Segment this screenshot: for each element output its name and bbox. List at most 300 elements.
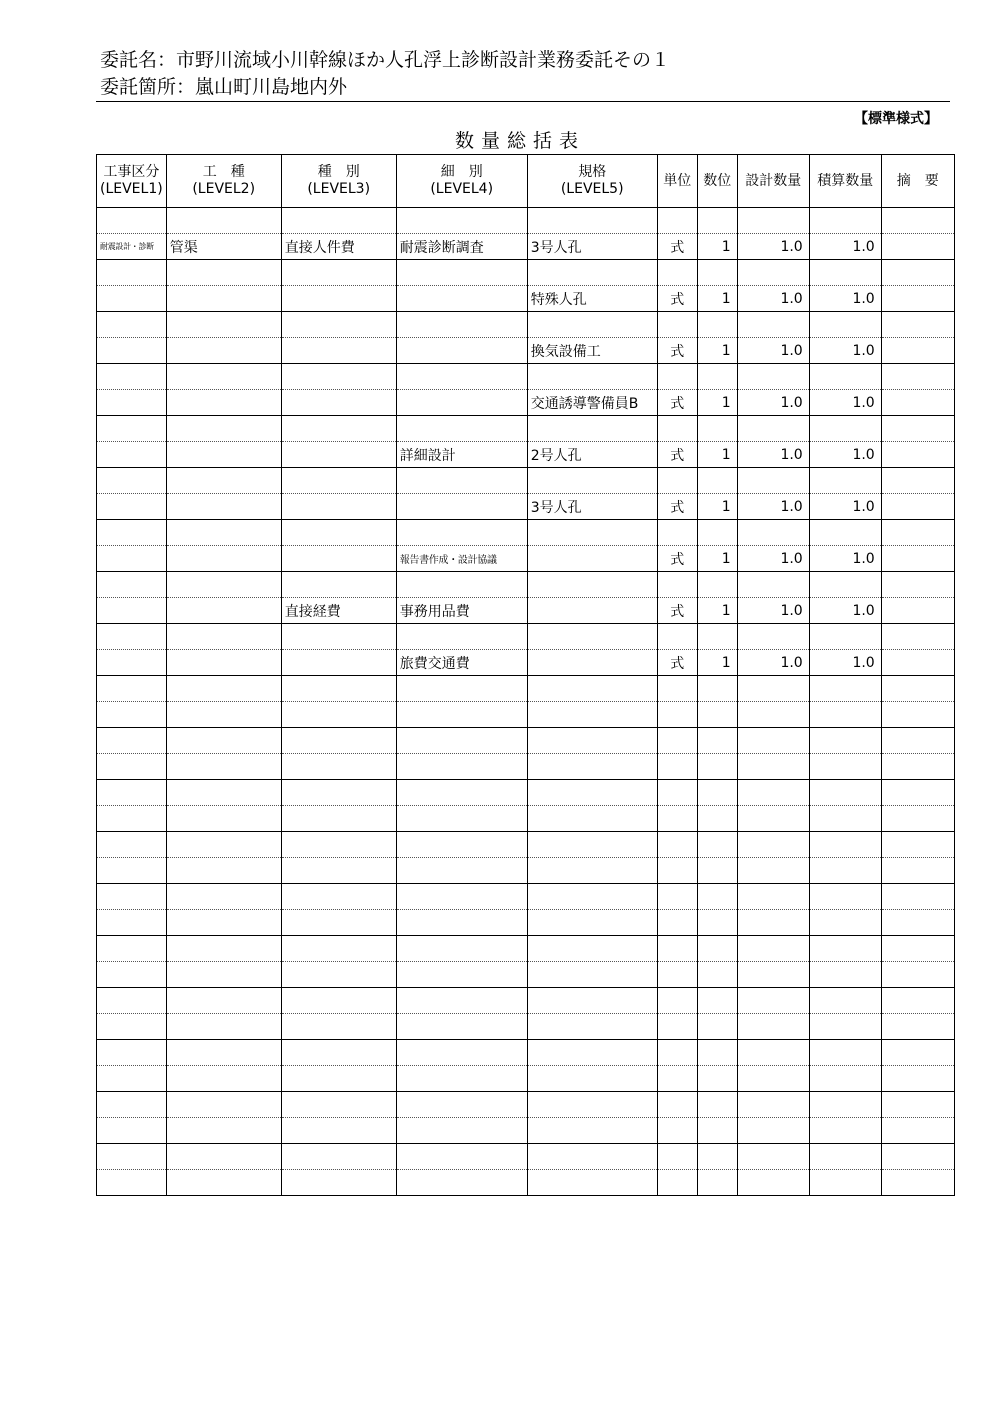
- cell-l5: [527, 208, 657, 234]
- cell-l2: [166, 728, 281, 754]
- contract-name: 委託名：市野川流域小川幹線ほか人孔浮上診断設計業務委託その１: [100, 49, 671, 71]
- col-header-level3: 種 別 (LEVEL3): [281, 155, 396, 208]
- table-row: [97, 858, 955, 884]
- cell-calc: [809, 936, 881, 962]
- cell-l3: [281, 832, 396, 858]
- cell-l4: [396, 286, 527, 312]
- cell-unit: [657, 1170, 697, 1196]
- cell-design: 1.0: [737, 598, 809, 624]
- table-row: [97, 754, 955, 780]
- cell-l4: [396, 260, 527, 286]
- cell-calc: [809, 884, 881, 910]
- cell-l1: [97, 1014, 167, 1040]
- cell-unit: 式: [657, 546, 697, 572]
- cell-design: 1.0: [737, 650, 809, 676]
- cell-note: [881, 286, 954, 312]
- cell-l5: [527, 1014, 657, 1040]
- cell-qty: [697, 806, 737, 832]
- cell-l1: [97, 754, 167, 780]
- cell-unit: [657, 1144, 697, 1170]
- cell-l4: [396, 624, 527, 650]
- cell-l4: [396, 936, 527, 962]
- table-row: [97, 416, 955, 442]
- table-row: [97, 936, 955, 962]
- cell-design: [737, 572, 809, 598]
- cell-qty: 1: [697, 390, 737, 416]
- cell-l3: [281, 1118, 396, 1144]
- cell-l2: [166, 598, 281, 624]
- cell-l5: [527, 624, 657, 650]
- cell-l4: 旅費交通費: [396, 650, 527, 676]
- table-header-row: [97, 155, 955, 208]
- cell-l1: [97, 208, 167, 234]
- cell-calc: [809, 1118, 881, 1144]
- cell-design: [737, 208, 809, 234]
- table-row: [97, 1118, 955, 1144]
- cell-l4: [396, 988, 527, 1014]
- cell-l4: [396, 1066, 527, 1092]
- cell-unit: [657, 910, 697, 936]
- cell-l4: [396, 676, 527, 702]
- table-row: [97, 572, 955, 598]
- cell-unit: 式: [657, 286, 697, 312]
- table-row: [97, 338, 955, 364]
- table-row: [97, 364, 955, 390]
- cell-calc: 1.0: [809, 546, 881, 572]
- col-header-design: 設計数量: [737, 155, 809, 208]
- cell-note: [881, 754, 954, 780]
- cell-unit: [657, 858, 697, 884]
- cell-l2: [166, 338, 281, 364]
- cell-note: [881, 676, 954, 702]
- table-row: [97, 624, 955, 650]
- cell-qty: [697, 520, 737, 546]
- cell-unit: 式: [657, 598, 697, 624]
- cell-l1: [97, 988, 167, 1014]
- cell-note: [881, 806, 954, 832]
- cell-l5: [527, 572, 657, 598]
- cell-l4: [396, 494, 527, 520]
- col-header-level4: 細 別 (LEVEL4): [396, 155, 527, 208]
- cell-design: [737, 416, 809, 442]
- cell-l1: [97, 832, 167, 858]
- cell-unit: [657, 806, 697, 832]
- cell-note: [881, 1144, 954, 1170]
- table-row: [97, 1040, 955, 1066]
- cell-l2: 管渠: [166, 234, 281, 260]
- table-row: [97, 702, 955, 728]
- cell-l1: [97, 338, 167, 364]
- cell-note: [881, 936, 954, 962]
- cell-unit: [657, 962, 697, 988]
- cell-l3: [281, 416, 396, 442]
- cell-unit: 式: [657, 338, 697, 364]
- cell-unit: [657, 1040, 697, 1066]
- cell-l2: [166, 208, 281, 234]
- cell-l1: [97, 858, 167, 884]
- cell-l3: [281, 1092, 396, 1118]
- cell-l3: [281, 364, 396, 390]
- table-row: [97, 728, 955, 754]
- cell-l1: [97, 728, 167, 754]
- cell-l2: [166, 858, 281, 884]
- cell-l1: [97, 780, 167, 806]
- cell-design: [737, 520, 809, 546]
- cell-l5: 2号人孔: [527, 442, 657, 468]
- table-row: [97, 520, 955, 546]
- cell-l2: [166, 702, 281, 728]
- cell-unit: 式: [657, 390, 697, 416]
- cell-design: [737, 702, 809, 728]
- cell-l4: [396, 208, 527, 234]
- cell-l2: [166, 884, 281, 910]
- cell-l4: 詳細設計: [396, 442, 527, 468]
- cell-l3: [281, 1040, 396, 1066]
- cell-design: [737, 1014, 809, 1040]
- cell-l3: [281, 962, 396, 988]
- cell-design: [737, 1040, 809, 1066]
- cell-l3: [281, 1014, 396, 1040]
- cell-design: [737, 858, 809, 884]
- cell-qty: [697, 676, 737, 702]
- cell-l1: [97, 494, 167, 520]
- cell-l3: 直接人件費: [281, 234, 396, 260]
- cell-l3: [281, 728, 396, 754]
- cell-l5: 換気設備工: [527, 338, 657, 364]
- cell-l1: [97, 910, 167, 936]
- cell-l5: [527, 520, 657, 546]
- col-header-note: 摘 要: [881, 155, 954, 208]
- cell-l1: [97, 702, 167, 728]
- cell-note: [881, 1066, 954, 1092]
- table-row: [97, 650, 955, 676]
- cell-design: [737, 884, 809, 910]
- cell-qty: [697, 988, 737, 1014]
- cell-l3: [281, 572, 396, 598]
- col-header-qty: 数位: [697, 155, 737, 208]
- cell-design: [737, 1170, 809, 1196]
- cell-note: [881, 884, 954, 910]
- cell-qty: [697, 624, 737, 650]
- cell-l1: [97, 416, 167, 442]
- cell-unit: [657, 260, 697, 286]
- cell-qty: [697, 936, 737, 962]
- cell-design: [737, 936, 809, 962]
- cell-design: [737, 624, 809, 650]
- cell-calc: 1.0: [809, 338, 881, 364]
- cell-l5: 3号人孔: [527, 234, 657, 260]
- cell-l2: [166, 910, 281, 936]
- cell-calc: 1.0: [809, 650, 881, 676]
- cell-l4: [396, 702, 527, 728]
- table-row: [97, 988, 955, 1014]
- cell-l2: [166, 572, 281, 598]
- cell-note: [881, 650, 954, 676]
- cell-unit: [657, 624, 697, 650]
- cell-unit: [657, 936, 697, 962]
- cell-qty: [697, 260, 737, 286]
- cell-qty: [697, 312, 737, 338]
- cell-l2: [166, 650, 281, 676]
- cell-qty: 1: [697, 442, 737, 468]
- cell-qty: 1: [697, 598, 737, 624]
- cell-note: [881, 520, 954, 546]
- cell-design: 1.0: [737, 390, 809, 416]
- cell-calc: [809, 1092, 881, 1118]
- cell-qty: [697, 1144, 737, 1170]
- cell-calc: [809, 572, 881, 598]
- cell-calc: [809, 1170, 881, 1196]
- cell-calc: [809, 728, 881, 754]
- cell-l5: [527, 780, 657, 806]
- cell-l5: [527, 1066, 657, 1092]
- cell-l4: [396, 338, 527, 364]
- cell-l1: [97, 1170, 167, 1196]
- cell-l1: [97, 936, 167, 962]
- cell-l1: [97, 598, 167, 624]
- cell-note: [881, 494, 954, 520]
- cell-unit: [657, 1118, 697, 1144]
- cell-qty: [697, 858, 737, 884]
- col-header-unit: 単位: [657, 155, 697, 208]
- cell-l4: [396, 884, 527, 910]
- cell-l1: 耐震設計・診断: [97, 234, 167, 260]
- cell-note: [881, 468, 954, 494]
- cell-l2: [166, 260, 281, 286]
- cell-unit: [657, 754, 697, 780]
- cell-calc: 1.0: [809, 598, 881, 624]
- cell-l1: [97, 364, 167, 390]
- cell-calc: [809, 676, 881, 702]
- cell-design: 1.0: [737, 442, 809, 468]
- cell-l5: [527, 806, 657, 832]
- cell-l5: [527, 910, 657, 936]
- cell-unit: [657, 1014, 697, 1040]
- cell-design: 1.0: [737, 234, 809, 260]
- cell-l4: [396, 728, 527, 754]
- cell-qty: [697, 1118, 737, 1144]
- cell-qty: [697, 1014, 737, 1040]
- cell-design: [737, 910, 809, 936]
- cell-l5: [527, 988, 657, 1014]
- cell-l3: [281, 286, 396, 312]
- cell-unit: [657, 1092, 697, 1118]
- cell-l3: [281, 442, 396, 468]
- cell-l2: [166, 754, 281, 780]
- cell-design: [737, 728, 809, 754]
- cell-design: [737, 364, 809, 390]
- cell-l4: [396, 572, 527, 598]
- cell-note: [881, 624, 954, 650]
- cell-l1: [97, 624, 167, 650]
- cell-l2: [166, 1144, 281, 1170]
- cell-l2: [166, 676, 281, 702]
- cell-unit: [657, 728, 697, 754]
- cell-unit: [657, 572, 697, 598]
- cell-l2: [166, 520, 281, 546]
- cell-design: [737, 1066, 809, 1092]
- cell-l2: [166, 1014, 281, 1040]
- cell-unit: [657, 468, 697, 494]
- table-row: [97, 1144, 955, 1170]
- cell-unit: 式: [657, 442, 697, 468]
- cell-note: [881, 1170, 954, 1196]
- cell-calc: [809, 208, 881, 234]
- cell-note: [881, 988, 954, 1014]
- cell-l2: [166, 416, 281, 442]
- cell-calc: [809, 858, 881, 884]
- cell-calc: [809, 702, 881, 728]
- cell-l1: [97, 806, 167, 832]
- col-header-level1: 工事区分 (LEVEL1): [97, 155, 167, 208]
- cell-l5: [527, 1144, 657, 1170]
- cell-l2: [166, 806, 281, 832]
- cell-l3: [281, 390, 396, 416]
- table-row: [97, 676, 955, 702]
- cell-l1: [97, 312, 167, 338]
- cell-l5: [527, 728, 657, 754]
- cell-l5: [527, 650, 657, 676]
- cell-design: 1.0: [737, 286, 809, 312]
- table-row: [97, 390, 955, 416]
- cell-l5: [527, 936, 657, 962]
- cell-l5: [527, 676, 657, 702]
- cell-l5: [527, 702, 657, 728]
- cell-note: [881, 780, 954, 806]
- cell-l1: [97, 1118, 167, 1144]
- cell-note: [881, 832, 954, 858]
- cell-design: [737, 832, 809, 858]
- cell-design: [737, 312, 809, 338]
- table-row: [97, 442, 955, 468]
- cell-l4: [396, 312, 527, 338]
- cell-l2: [166, 962, 281, 988]
- cell-unit: [657, 1066, 697, 1092]
- cell-note: [881, 1014, 954, 1040]
- cell-design: [737, 260, 809, 286]
- cell-note: [881, 1040, 954, 1066]
- cell-l1: [97, 1040, 167, 1066]
- cell-l3: [281, 624, 396, 650]
- table-row: [97, 260, 955, 286]
- col-header-level5: 規格 (LEVEL5): [527, 155, 657, 208]
- cell-l5: [527, 1170, 657, 1196]
- cell-l3: [281, 910, 396, 936]
- cell-l1: [97, 1066, 167, 1092]
- cell-l5: [527, 364, 657, 390]
- cell-l3: [281, 208, 396, 234]
- cell-l3: [281, 702, 396, 728]
- cell-l3: [281, 676, 396, 702]
- cell-l3: [281, 520, 396, 546]
- cell-calc: 1.0: [809, 234, 881, 260]
- cell-l4: [396, 1014, 527, 1040]
- cell-unit: [657, 364, 697, 390]
- cell-qty: [697, 468, 737, 494]
- cell-l4: 報告書作成・設計協議: [396, 546, 527, 572]
- cell-qty: 1: [697, 286, 737, 312]
- cell-unit: [657, 884, 697, 910]
- cell-calc: [809, 312, 881, 338]
- table-row: [97, 468, 955, 494]
- cell-l2: [166, 988, 281, 1014]
- cell-note: [881, 1118, 954, 1144]
- cell-l1: [97, 650, 167, 676]
- cell-l1: [97, 286, 167, 312]
- cell-l4: [396, 962, 527, 988]
- cell-l5: [527, 312, 657, 338]
- cell-calc: [809, 832, 881, 858]
- cell-l4: [396, 806, 527, 832]
- table-row: [97, 1170, 955, 1196]
- cell-unit: [657, 988, 697, 1014]
- cell-calc: [809, 624, 881, 650]
- cell-l4: [396, 1040, 527, 1066]
- cell-l5: [527, 858, 657, 884]
- table-row: [97, 1066, 955, 1092]
- cell-qty: 1: [697, 234, 737, 260]
- cell-qty: [697, 832, 737, 858]
- cell-note: [881, 962, 954, 988]
- cell-note: [881, 312, 954, 338]
- cell-l1: [97, 546, 167, 572]
- cell-l3: [281, 1144, 396, 1170]
- page-title: 数量総括表: [454, 130, 585, 152]
- cell-l5: [527, 546, 657, 572]
- cell-l3: [281, 806, 396, 832]
- cell-note: [881, 858, 954, 884]
- cell-design: [737, 468, 809, 494]
- cell-qty: [697, 962, 737, 988]
- cell-design: 1.0: [737, 546, 809, 572]
- cell-design: [737, 780, 809, 806]
- cell-design: [737, 754, 809, 780]
- cell-l5: [527, 884, 657, 910]
- cell-l4: 事務用品費: [396, 598, 527, 624]
- cell-design: [737, 1118, 809, 1144]
- cell-l4: [396, 754, 527, 780]
- cell-l3: [281, 754, 396, 780]
- cell-l1: [97, 520, 167, 546]
- table-row: [97, 286, 955, 312]
- quantity-summary-table: [96, 154, 955, 1196]
- cell-qty: [697, 754, 737, 780]
- cell-design: [737, 1144, 809, 1170]
- cell-calc: [809, 962, 881, 988]
- cell-note: [881, 390, 954, 416]
- cell-l1: [97, 468, 167, 494]
- cell-unit: 式: [657, 234, 697, 260]
- cell-note: [881, 442, 954, 468]
- cell-l5: [527, 1092, 657, 1118]
- cell-calc: [809, 416, 881, 442]
- cell-l4: [396, 1118, 527, 1144]
- cell-calc: [809, 260, 881, 286]
- cell-l2: [166, 364, 281, 390]
- table-row: [97, 806, 955, 832]
- cell-l5: [527, 1118, 657, 1144]
- cell-calc: 1.0: [809, 390, 881, 416]
- cell-note: [881, 338, 954, 364]
- cell-l4: [396, 416, 527, 442]
- cell-l4: 耐震診断調査: [396, 234, 527, 260]
- cell-note: [881, 728, 954, 754]
- cell-l2: [166, 832, 281, 858]
- cell-qty: [697, 416, 737, 442]
- cell-qty: [697, 364, 737, 390]
- cell-l3: [281, 936, 396, 962]
- cell-calc: [809, 364, 881, 390]
